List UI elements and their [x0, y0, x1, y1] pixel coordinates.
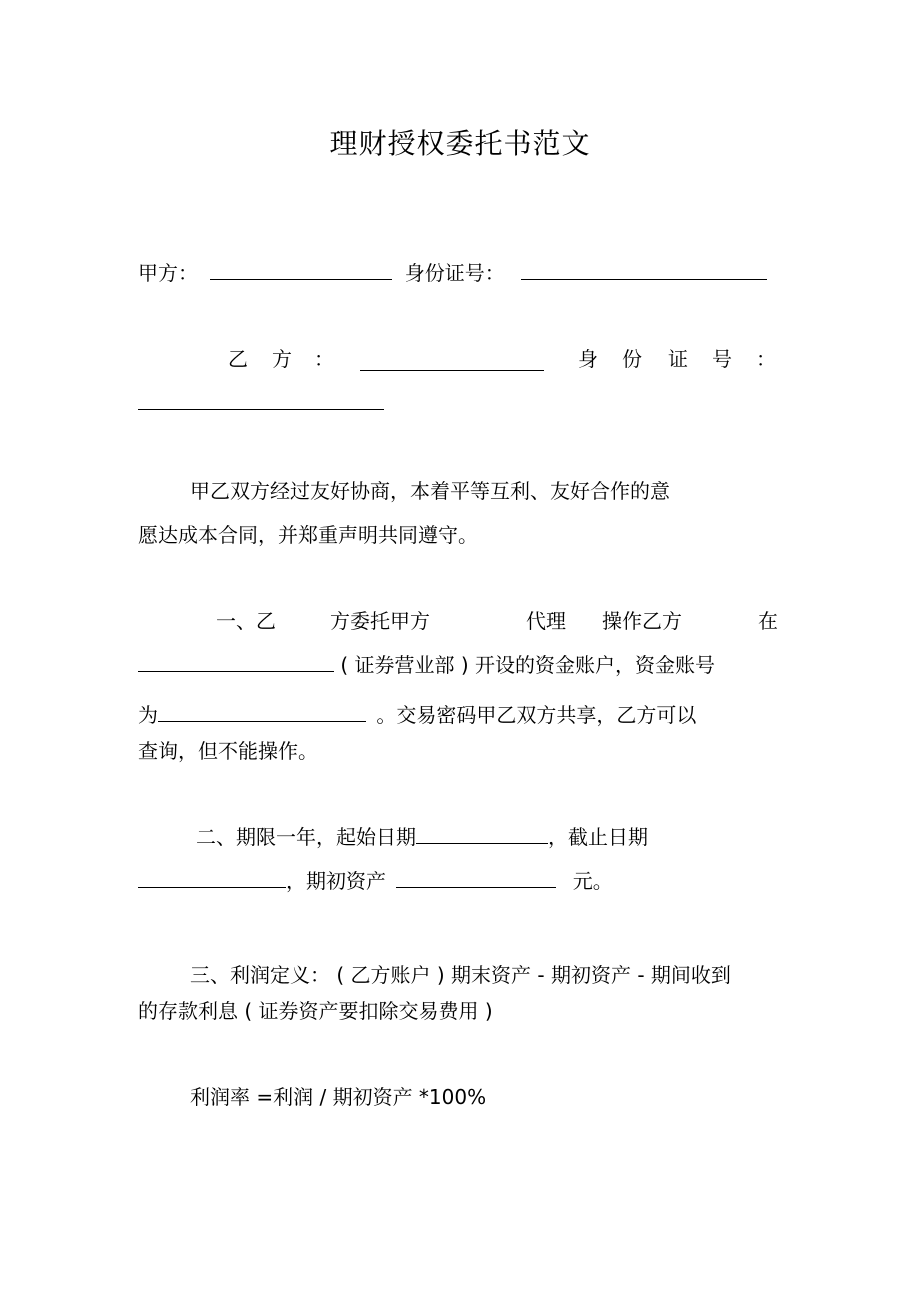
party-a-name-blank — [210, 259, 392, 280]
clause-1-line-3 — [138, 700, 696, 730]
initial-assets-blank — [396, 867, 556, 888]
intro-line-1: 甲乙双方经过友好协商，本着平等互利、友好合作的意 — [190, 479, 670, 503]
clause-3-line-2: 的存款利息 ( 证券资产要扣除交易费用 ) — [138, 999, 493, 1023]
clause-1-line-4: 查询，但不能操作。 — [138, 739, 318, 763]
party-b-char: 方 — [272, 347, 292, 371]
party-b-char: ： — [314, 347, 334, 371]
clause-2-line-2-end: 元。 — [572, 869, 613, 893]
clause-1-part: 在 — [758, 609, 778, 633]
clause-1-part: 代理 — [526, 609, 566, 633]
party-b-char: 乙 — [228, 347, 248, 371]
party-a-id-label: 身份证号： — [404, 261, 505, 285]
clause-3-line-1: 三、利润定义： ( 乙方账户 ) 期末资产 - 期初资产 - 期间收到 — [190, 963, 731, 987]
clause-2-prefix: 二、期限一年，起始日期 — [196, 825, 416, 849]
party-b-id-line — [138, 388, 384, 418]
party-b-id-char: ： — [756, 347, 776, 371]
party-b-id-char: 身 — [578, 347, 598, 371]
party-a-id-blank — [521, 259, 767, 280]
clause-2-line-1 — [196, 822, 648, 852]
clause-1-line-2 — [138, 650, 715, 680]
party-b-name-blank — [360, 350, 544, 371]
party-b-id-char: 号 — [712, 347, 732, 371]
document-title: 理财授权委托书范文 — [329, 127, 591, 160]
party-b-id-char: 份 — [622, 347, 642, 371]
intro-line-2: 愿达成本合同，并郑重声明共同遵守。 — [138, 523, 478, 547]
party-b-id-blank — [138, 389, 384, 410]
clause-1-part: 方委托甲方 — [330, 609, 430, 633]
clause-1-part: 一、乙 — [216, 609, 276, 633]
profit-rate-formula: 利润率 =利润 / 期初资产 *100% — [190, 1085, 487, 1109]
account-number-blank — [158, 701, 366, 722]
party-a-line — [138, 258, 767, 288]
clause-2-mid: ，截止日期 — [548, 825, 648, 849]
clause-1-line-3-prefix: 为 — [138, 703, 158, 727]
clause-2-line-2 — [138, 866, 613, 896]
end-date-blank — [138, 867, 286, 888]
start-date-blank — [416, 823, 548, 844]
party-b-id-char: 证 — [668, 347, 688, 371]
clause-1-line-2-text: ( 证券营业部 ) 开设的资金账户，资金账号 — [340, 653, 716, 677]
clause-2-line-2-mid: ，期初资产 — [286, 869, 386, 893]
clause-1-line-3-text: 。交易密码甲乙双方共享，乙方可以 — [376, 703, 697, 727]
party-a-label: 甲方： — [138, 261, 198, 285]
brokerage-blank — [138, 651, 334, 672]
clause-1-part: 操作乙方 — [602, 609, 682, 633]
